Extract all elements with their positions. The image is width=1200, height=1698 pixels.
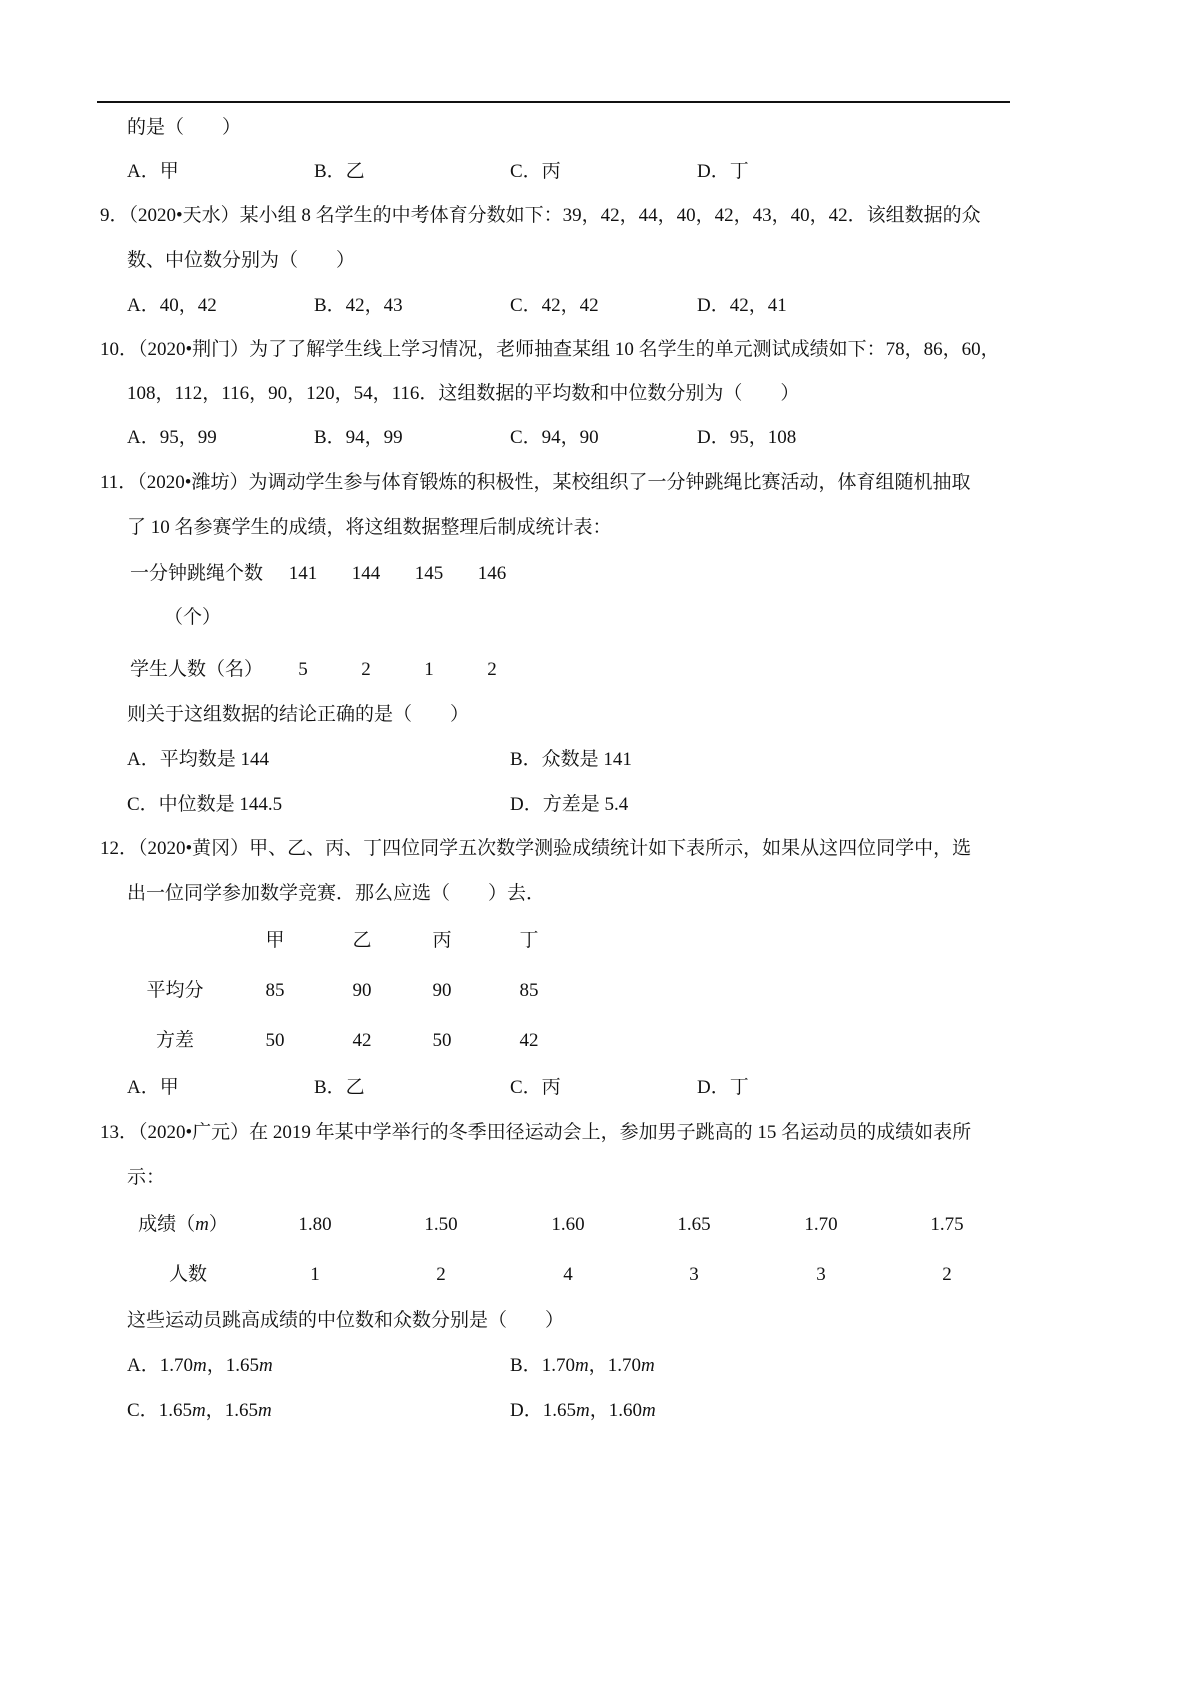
unit-m: m <box>641 1400 656 1421</box>
q12-table-header: 乙 <box>352 930 372 951</box>
q11-table-row1-label: 一分钟跳绳个数 <box>130 563 264 584</box>
option-letter: A． <box>127 1355 160 1376</box>
q12-table-row2-label: 方差 <box>155 1030 195 1051</box>
q12-stem-line2: 出一位同学参加数学竞赛．那么应选（ ）去． <box>127 883 546 904</box>
q12-table-cell: 90 <box>352 980 372 1001</box>
q12-option-c: C．丙 <box>510 1077 561 1098</box>
q13-table-cell: 4 <box>563 1264 573 1285</box>
q12-table-row1-label: 平均分 <box>146 980 204 1001</box>
q13-table-row2-label: 人数 <box>168 1264 208 1285</box>
q13-table-cell: 3 <box>689 1264 699 1285</box>
q12-table-cell: 50 <box>432 1030 452 1051</box>
q9-stem-line1: 9．（2020•天水）某小组 8 名学生的中考体育分数如下：39，42，44，40，42，43，40，42．该组数据的众 <box>100 205 981 226</box>
unit-m: m <box>258 1355 273 1376</box>
option-letter: B． <box>510 1355 542 1376</box>
q13-table-cell: 1 <box>310 1264 320 1285</box>
q9-option-a: A．40，42 <box>127 295 217 316</box>
q11-table-cell: 2 <box>361 659 371 680</box>
q11-table-cell: 145 <box>414 563 444 584</box>
q13-question: 这些运动员跳高成绩的中位数和众数分别是（ ） <box>127 1310 565 1331</box>
option-value: 1.70 <box>159 1355 193 1376</box>
q13-option-b: B．1.70m，1.70m <box>510 1355 655 1376</box>
q8-option-c: C．丙 <box>510 161 561 182</box>
q13-table-cell: 1.60 <box>551 1214 585 1235</box>
q9-option-b: B．42，43 <box>314 295 403 316</box>
q10-stem-line1: 10．（2020•荆门）为了了解学生线上学习情况，老师抽查某组 10 名学生的单元测试成绩如下：78，86，60， <box>100 339 1000 360</box>
q12-table-header: 甲 <box>265 930 285 951</box>
q12-option-a: A．甲 <box>127 1077 179 1098</box>
option-value: 1.65 <box>224 1400 258 1421</box>
q13-table-cell: 2 <box>436 1264 446 1285</box>
q13-table-cell: 1.65 <box>677 1214 711 1235</box>
q11-option-c: C．中位数是 144.5 <box>127 794 283 815</box>
unit-m: m <box>192 1355 207 1376</box>
q12-table-cell: 42 <box>352 1030 372 1051</box>
q8-option-d: D．丁 <box>697 161 749 182</box>
q8-option-a: A．甲 <box>127 161 179 182</box>
q13-table-cell: 1.70 <box>804 1214 838 1235</box>
q11-option-d: D．方差是 5.4 <box>510 794 629 815</box>
option-value: 1.65 <box>225 1355 259 1376</box>
q8-option-b: B．乙 <box>314 161 365 182</box>
label-text: 成绩（ <box>138 1214 196 1235</box>
q10-option-b: B．94，99 <box>314 427 403 448</box>
q11-stem-line2: 了 10 名参赛学生的成绩，将这组数据整理后制成统计表： <box>127 517 612 538</box>
q11-option-b: B．众数是 141 <box>510 749 632 770</box>
q12-stem-line1: 12．（2020•黄冈）甲、乙、丙、丁四位同学五次数学测验成绩统计如下表所示，如果从这四位同学中，选 <box>100 838 972 859</box>
q9-stem-line2: 数、中位数分别为（ ） <box>127 250 356 271</box>
option-value: 1.70 <box>607 1355 641 1376</box>
q13-table-cell: 1.80 <box>298 1214 332 1235</box>
q11-table-cell: 2 <box>487 659 497 680</box>
q11-table-cell: 146 <box>477 563 507 584</box>
q11-question: 则关于这组数据的结论正确的是（ ） <box>127 704 470 725</box>
q12-option-d: D．丁 <box>697 1077 749 1098</box>
option-value: 1.70 <box>541 1355 575 1376</box>
option-letter: D． <box>510 1400 543 1421</box>
unit-m: m <box>575 1400 590 1421</box>
q13-option-d: D．1.65m，1.60m <box>510 1400 656 1421</box>
option-value: 1.60 <box>608 1400 642 1421</box>
option-value: 1.65 <box>542 1400 576 1421</box>
unit-m: m <box>257 1400 272 1421</box>
q13-table-cell: 1.75 <box>930 1214 964 1235</box>
q12-table-header: 丙 <box>432 930 452 951</box>
q11-table-cell: 1 <box>424 659 434 680</box>
q10-stem-line2: 108，112，116，90，120，54，116．这组数据的平均数和中位数分别为（ ） <box>127 383 800 404</box>
q12-table-cell: 90 <box>432 980 452 1001</box>
q13-table-cell: 3 <box>816 1264 826 1285</box>
q13-stem-line1: 13．（2020•广元）在 2019 年某中学举行的冬季田径运动会上，参加男子跳高的 15 名运动员的成绩如表所 <box>100 1122 972 1143</box>
q10-option-a: A．95，99 <box>127 427 217 448</box>
q12-option-b: B．乙 <box>314 1077 365 1098</box>
q13-option-c: C．1.65m，1.65m <box>127 1400 272 1421</box>
q12-table-cell: 85 <box>265 980 285 1001</box>
q12-table-cell: 50 <box>265 1030 285 1051</box>
q11-table-cell: 144 <box>351 563 381 584</box>
q9-option-c: C．42，42 <box>510 295 599 316</box>
q11-option-a: A．平均数是 144 <box>127 749 269 770</box>
unit-m: m <box>574 1355 589 1376</box>
q10-option-d: D．95，108 <box>697 427 797 448</box>
q8-stem-end: 的是（ ） <box>127 117 242 138</box>
unit-m: m <box>640 1355 655 1376</box>
unit-m: m <box>195 1214 209 1235</box>
q11-table-row1-unit: （个） <box>164 607 222 628</box>
unit-m: m <box>191 1400 206 1421</box>
q11-table-row2-label: 学生人数（名） <box>130 659 264 680</box>
q12-table-cell: 85 <box>519 980 539 1001</box>
q12-table-header: 丁 <box>519 930 539 951</box>
q13-stem-line2: 示： <box>127 1167 166 1188</box>
q13-table-cell: 1.50 <box>424 1214 458 1235</box>
q11-table-cell: 141 <box>288 563 318 584</box>
q13-table-cell: 2 <box>942 1264 952 1285</box>
q11-stem-line1: 11．（2020•潍坊）为调动学生参与体育锻炼的积极性，某校组织了一分钟跳绳比赛活动，体育组随机抽取 <box>100 472 971 493</box>
q10-option-c: C．94，90 <box>510 427 599 448</box>
q12-table-cell: 42 <box>519 1030 539 1051</box>
q13-option-a: A．1.70m，1.65m <box>127 1355 273 1376</box>
option-letter: C． <box>127 1400 159 1421</box>
option-value: 1.65 <box>158 1400 192 1421</box>
q13-table-row1-label <box>138 1213 228 1237</box>
q11-table-cell: 5 <box>298 659 308 680</box>
label-text: ） <box>208 1214 228 1235</box>
q9-option-d: D．42，41 <box>697 295 787 316</box>
header-rule <box>97 101 1010 103</box>
